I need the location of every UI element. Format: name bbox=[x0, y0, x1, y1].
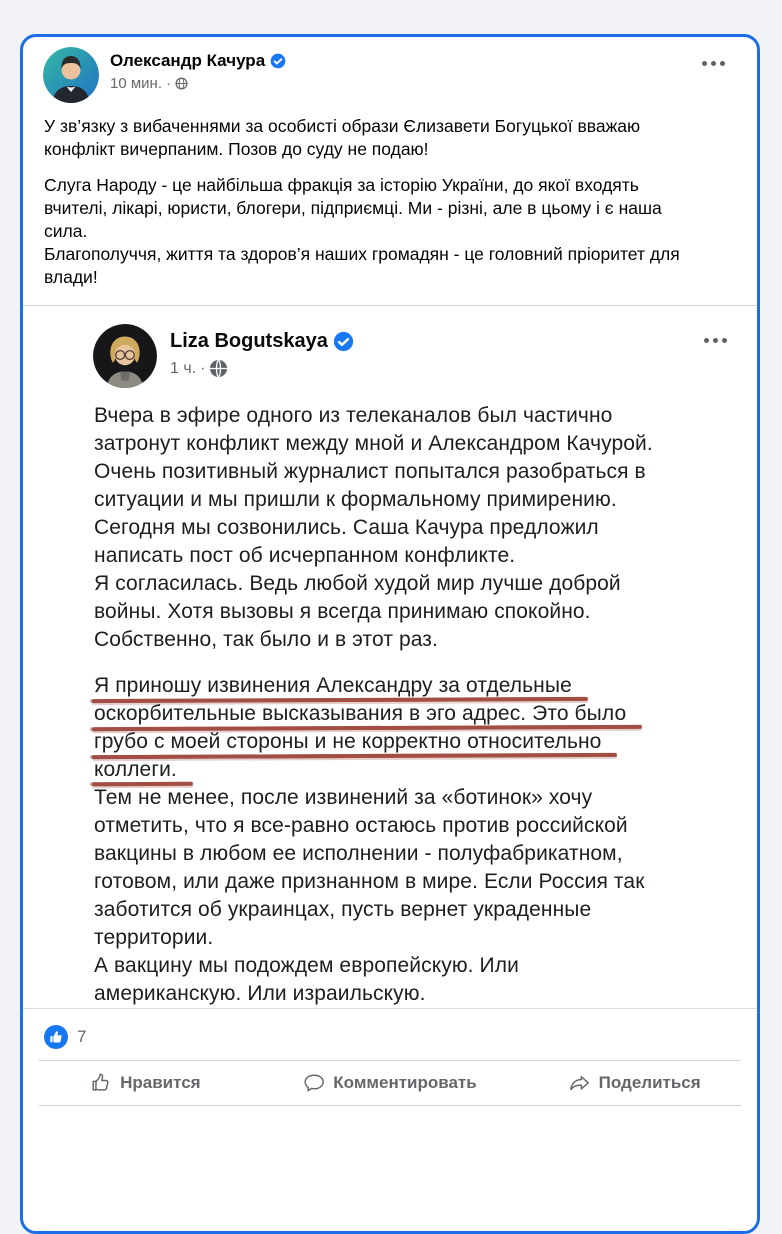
text-line: Собственно, так было и в этот раз. bbox=[94, 628, 438, 651]
text-line: Благополуччя, життя та здоров’я наших громадян - це головний пріоритет для bbox=[44, 244, 680, 264]
paragraph bbox=[44, 174, 741, 289]
text-line: ситуации и мы пришли к формальному примирению. bbox=[94, 488, 617, 511]
inner-post-meta bbox=[170, 359, 354, 378]
verified-badge-icon bbox=[270, 53, 286, 69]
inner-verified-badge-icon bbox=[333, 331, 354, 352]
inner-timestamp: 1 ч. bbox=[170, 359, 197, 377]
text-line: оскорбительные высказывания в эго адрес. Это было bbox=[94, 700, 626, 728]
comment-button[interactable] bbox=[268, 1061, 513, 1105]
text-line: сила. bbox=[44, 221, 88, 241]
divider bbox=[39, 1105, 741, 1106]
paragraph bbox=[44, 115, 741, 161]
comment-button-label: Комментировать bbox=[333, 1073, 477, 1092]
post-meta bbox=[110, 75, 286, 92]
text-line: Вчера в эфире одного из телеканалов был частично bbox=[94, 404, 613, 427]
inner-author-avatar bbox=[93, 324, 157, 388]
inner-globe-icon bbox=[209, 359, 228, 378]
text-line bbox=[94, 654, 741, 672]
inner-author-avatar-image bbox=[93, 324, 157, 388]
text-line: У зв’язку з вибаченнями за особисті образи Єлизавети Богуцької вважаю bbox=[44, 116, 641, 136]
timestamp[interactable]: 10 мин. bbox=[110, 75, 162, 92]
text-line: написать пост об исчерпанном конфликте. bbox=[94, 544, 516, 567]
inner-more-options-button bbox=[690, 324, 741, 357]
action-bar bbox=[23, 1061, 757, 1105]
share-button-label: Поделиться bbox=[598, 1073, 701, 1092]
text-line: Сегодня мы созвонились. Саша Качура предложил bbox=[94, 516, 599, 539]
inner-ellipsis-icon bbox=[704, 338, 709, 343]
ellipsis-icon bbox=[702, 61, 707, 66]
shared-post-screenshot[interactable] bbox=[23, 306, 757, 1008]
thumb-up-icon bbox=[90, 1072, 112, 1094]
text-line: влади! bbox=[44, 267, 98, 287]
text-line: грубо с моей стороны и не корректно относительно bbox=[94, 728, 601, 756]
post-header bbox=[23, 37, 757, 103]
text-line: готовом, или даже признанном в мире. Если Россия так bbox=[94, 870, 645, 893]
meta-separator: · bbox=[166, 75, 171, 92]
author-avatar[interactable] bbox=[43, 47, 99, 103]
text-line: Я согласилась. Ведь любой худой мир лучше доброй bbox=[94, 572, 621, 595]
post-text bbox=[23, 103, 757, 289]
share-arrow-icon bbox=[569, 1072, 591, 1094]
speech-bubble-icon bbox=[303, 1072, 325, 1094]
text-line: Тем не менее, после извинений за «ботинок» хочу bbox=[94, 786, 593, 809]
like-button-label: Нравится bbox=[120, 1073, 201, 1092]
divider bbox=[23, 1008, 757, 1009]
text-line: вакцины в любом ее исполнении - полуфабрикатном, bbox=[94, 842, 623, 865]
text-line: конфлікт вичерпаним. Позов до суду не подаю! bbox=[44, 139, 429, 159]
reactions-summary[interactable] bbox=[23, 1012, 757, 1060]
text-line: Очень позитивный журналист попытался разобраться в bbox=[94, 460, 646, 483]
text-line: Я приношу извинения Александру за отдельные bbox=[94, 672, 572, 700]
inner-author-name: Liza Bogutskaya bbox=[170, 330, 328, 352]
thumb-up-filled-icon[interactable] bbox=[44, 1025, 68, 1049]
text-line: заботится об украинцах, пусть вернет украденные bbox=[94, 898, 592, 921]
text-line: Слуга Народу - це найбільша фракція за історію України, до якої входять bbox=[44, 175, 639, 195]
more-options-button[interactable] bbox=[688, 47, 739, 80]
globe-icon bbox=[175, 77, 188, 90]
like-count[interactable]: 7 bbox=[77, 1027, 87, 1046]
share-button[interactable] bbox=[512, 1061, 757, 1105]
text-line: американскую. Или израильскую. bbox=[94, 982, 426, 1005]
author-avatar-image bbox=[43, 47, 99, 103]
post-card bbox=[20, 34, 760, 1234]
text-line: отметить, что я все-равно остаюсь против российской bbox=[94, 814, 628, 837]
like-button[interactable] bbox=[23, 1061, 268, 1105]
text-line: А вакцину мы подождем европейскую. Или bbox=[94, 954, 519, 977]
inner-author-info bbox=[170, 324, 354, 378]
text-line: вчителі, лікарі, юристи, блогери, підприємці. Ми - різні, але в цьому і є наша bbox=[44, 198, 662, 218]
author-info bbox=[110, 47, 286, 92]
text-line: затронут конфликт между мной и Александром Качурой. bbox=[94, 432, 653, 455]
author-name[interactable]: Олександр Качура bbox=[110, 51, 266, 70]
text-line: войны. Хотя вызовы я всегда принимаю спокойно. bbox=[94, 600, 591, 623]
text-line: коллеги. bbox=[94, 756, 177, 784]
text-line: территории. bbox=[94, 926, 214, 949]
inner-post-text bbox=[23, 388, 757, 1008]
inner-meta-separator: · bbox=[200, 359, 206, 377]
inner-post-header bbox=[23, 306, 757, 388]
